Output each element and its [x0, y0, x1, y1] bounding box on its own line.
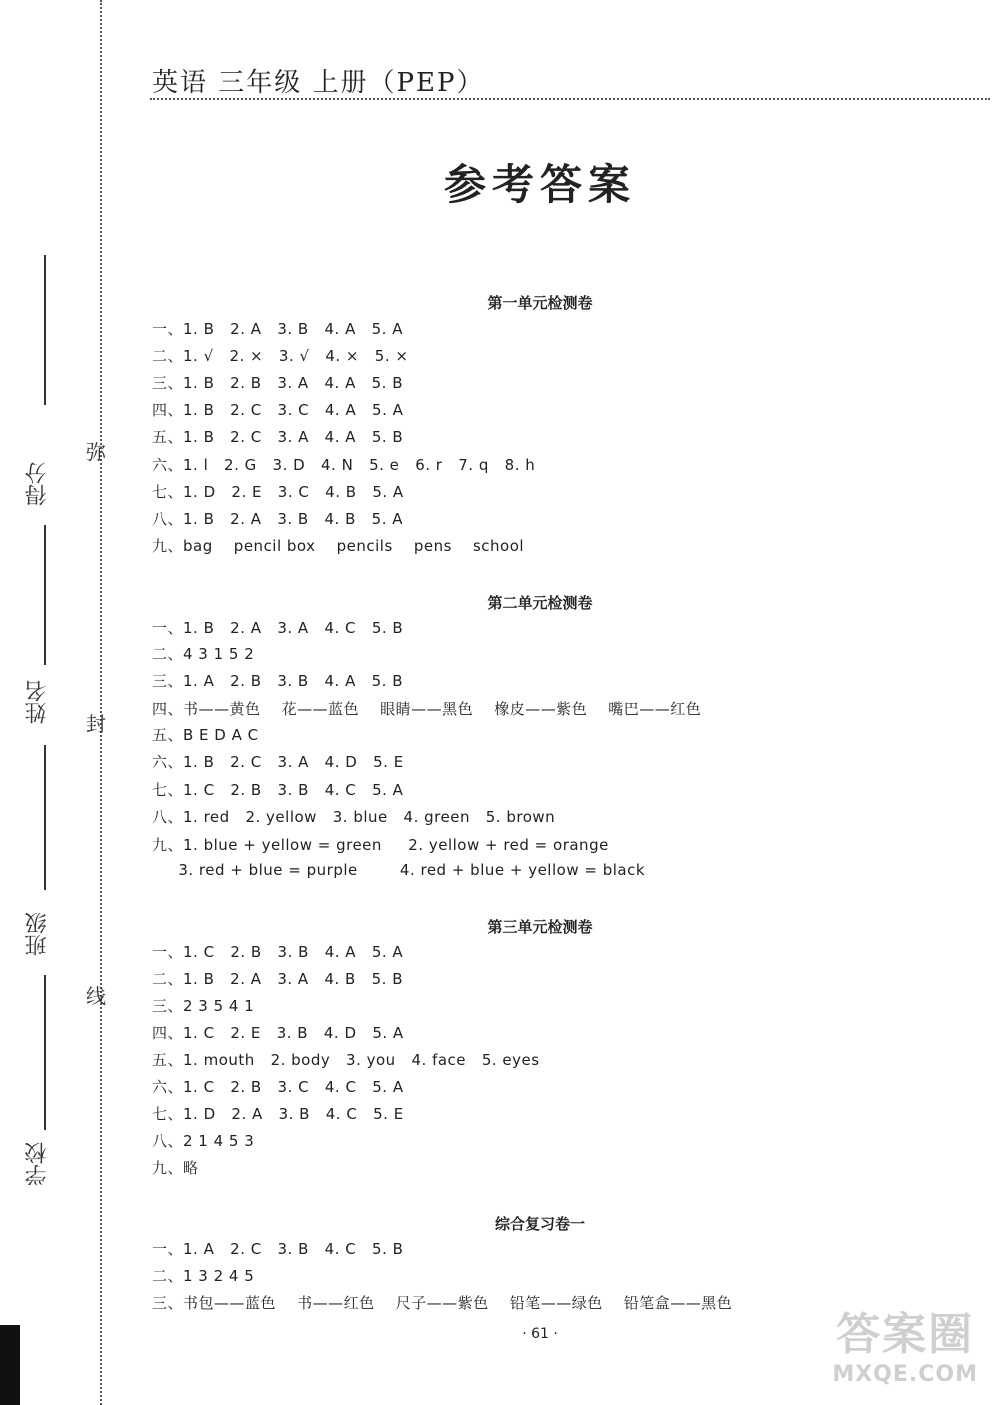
header-dotted-rule	[150, 98, 990, 100]
margin-label-name: 姓名	[25, 680, 50, 724]
answer-line: 六、1. l 2. G 3. D 4. N 5. e 6. r 7. q 8. h	[152, 456, 536, 474]
answer-line: 二、1. √ 2. × 3. √ 4. × 5. ×	[152, 347, 409, 365]
answer-line: 八、1. B 2. A 3. B 4. B 5. A	[152, 510, 404, 528]
seal-word-mi: 弥	[86, 440, 106, 464]
answer-line: 九、略	[152, 1159, 199, 1177]
section-title-unit2: 第二单元检测卷	[487, 594, 593, 612]
answer-line: 八、2 1 4 5 3	[152, 1132, 255, 1150]
answer-line: 二、1 3 2 4 5	[152, 1267, 255, 1285]
watermark-cn: 答案圈	[836, 1309, 975, 1360]
page-number: · 61 ·	[522, 1326, 558, 1342]
page-title: 参考答案	[443, 160, 636, 209]
margin-label-school: 学校	[25, 1142, 50, 1186]
answer-line: 七、1. D 2. A 3. B 4. C 5. E	[152, 1105, 404, 1123]
answer-line: 七、1. D 2. E 3. C 4. B 5. A	[152, 483, 404, 501]
score-underline	[44, 255, 46, 405]
answer-line: 四、1. C 2. E 3. B 4. D 5. A	[152, 1024, 404, 1042]
answer-line: 五、B E D A C	[152, 726, 259, 744]
answer-line: 四、1. B 2. C 3. C 4. A 5. A	[152, 401, 404, 419]
answer-line: 一、1. B 2. A 3. A 4. C 5. B	[152, 619, 404, 637]
section-title-review1: 综合复习卷一	[494, 1215, 585, 1233]
margin-label-class: 班级	[25, 912, 50, 956]
answer-line: 一、1. A 2. C 3. B 4. C 5. B	[152, 1240, 404, 1258]
section-title-unit1: 第一单元检测卷	[487, 294, 593, 312]
answer-line: 九、bag pencil box pencils pens school	[152, 537, 525, 555]
answer-line: 二、4 3 1 5 2	[152, 645, 255, 663]
answer-line: 二、1. B 2. A 3. A 4. B 5. B	[152, 970, 404, 988]
answer-line: 五、1. B 2. C 3. A 4. A 5. B	[152, 428, 404, 446]
section-title-unit3: 第三单元检测卷	[487, 918, 593, 936]
answer-line: 六、1. C 2. B 3. C 4. C 5. A	[152, 1078, 404, 1096]
class-underline	[44, 975, 46, 1130]
watermark-logo	[832, 1298, 978, 1387]
answer-line: 七、1. C 2. B 3. B 4. C 5. A	[152, 781, 404, 799]
answer-line: 三、书包——蓝色 书——红色 尺子——紫色 铅笔——绿色 铅笔盒——黑色	[152, 1294, 733, 1312]
header-title: 英语 三年级 上册（PEP）	[152, 68, 485, 98]
answer-line: 八、1. red 2. yellow 3. blue 4. green 5. brown	[152, 808, 556, 826]
answer-line: 三、2 3 5 4 1	[152, 997, 255, 1015]
margin-label-score: 得分	[25, 462, 50, 506]
watermark-en: MXQE.COM	[832, 1362, 978, 1387]
seal-word-feng: 封	[86, 712, 106, 736]
answer-line: 一、1. C 2. B 3. B 4. A 5. A	[152, 943, 404, 961]
answer-line: 六、1. B 2. C 3. A 4. D 5. E	[152, 753, 404, 771]
answer-line: 九、1. blue + yellow = green 2. yellow + red = orange	[152, 836, 609, 854]
answer-line: 三、1. A 2. B 3. B 4. A 5. B	[152, 672, 404, 690]
name-underline	[44, 745, 46, 890]
answer-line: 三、1. B 2. B 3. A 4. A 5. B	[152, 374, 404, 392]
seal-word-xian: 线	[86, 984, 106, 1008]
answer-line: 五、1. mouth 2. body 3. you 4. face 5. eyes	[152, 1051, 540, 1069]
answer-line: 四、书——黄色 花——蓝色 眼睛——黑色 橡皮——紫色 嘴巴——红色	[152, 700, 702, 718]
answer-line: 3. red + blue = purple 4. red + blue + yellow = black	[152, 861, 646, 879]
answer-line: 一、1. B 2. A 3. B 4. A 5. A	[152, 320, 403, 338]
